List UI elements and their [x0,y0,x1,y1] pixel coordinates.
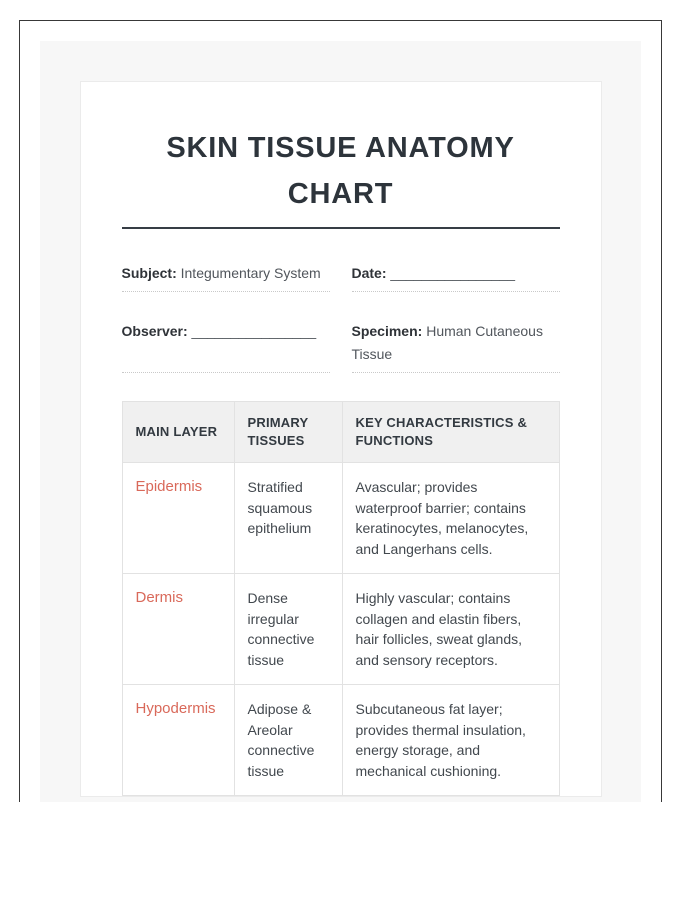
table-row-epidermis [122,463,559,574]
form-field-subject [122,262,330,292]
field-value: ________________ [390,265,515,281]
field-label: Specimen: [351,323,423,339]
page-frame [19,20,662,802]
table-row-hypodermis [122,685,559,796]
form-field-observer [122,320,330,373]
field-value: Human Cutaneous Tissue [351,323,543,362]
field-label: Subject: [121,265,177,281]
form-field-date [352,262,560,292]
page-title: SKIN TISSUE ANATOMY CHART [166,132,515,210]
document-card [80,81,602,797]
form-section [122,262,560,373]
header-primary-tissues: PRIMARY TISSUES [234,402,342,463]
table-header-row [122,402,559,463]
field-value: Integumentary System [180,265,321,281]
header-key-characteristics: KEY CHARACTERISTICS & FUNCTIONS [342,402,559,463]
tissues-cell: Adipose & Areolar connective tissue [234,685,342,796]
description-cell: Highly vascular; contains collagen and elastin fibers, hair follicles, sweat glands, and sensory receptors. [342,574,559,685]
description-cell: Avascular; provides waterproof barrier; contains keratinocytes, melanocytes, and Langerhans cells. [342,463,559,574]
title-divider [122,227,560,229]
layer-name-cell: Dermis [122,574,234,685]
layer-name-cell: Epidermis [122,463,234,574]
page-background-panel [40,41,641,802]
form-field-specimen [352,320,560,373]
tissues-cell: Dense irregular connective tissue [234,574,342,685]
field-label: Observer: [121,323,188,339]
anatomy-table [122,401,560,796]
tissues-cell: Stratified squamous epithelium [234,463,342,574]
field-value: ________________ [191,323,317,339]
layer-name-cell: Hypodermis [122,685,234,796]
table-row-dermis [122,574,559,685]
field-label: Date: [351,265,387,281]
header-main-layer: MAIN LAYER [122,402,234,463]
description-cell: Subcutaneous fat layer; provides thermal insulation, energy storage, and mechanical cushioning. [342,685,559,796]
